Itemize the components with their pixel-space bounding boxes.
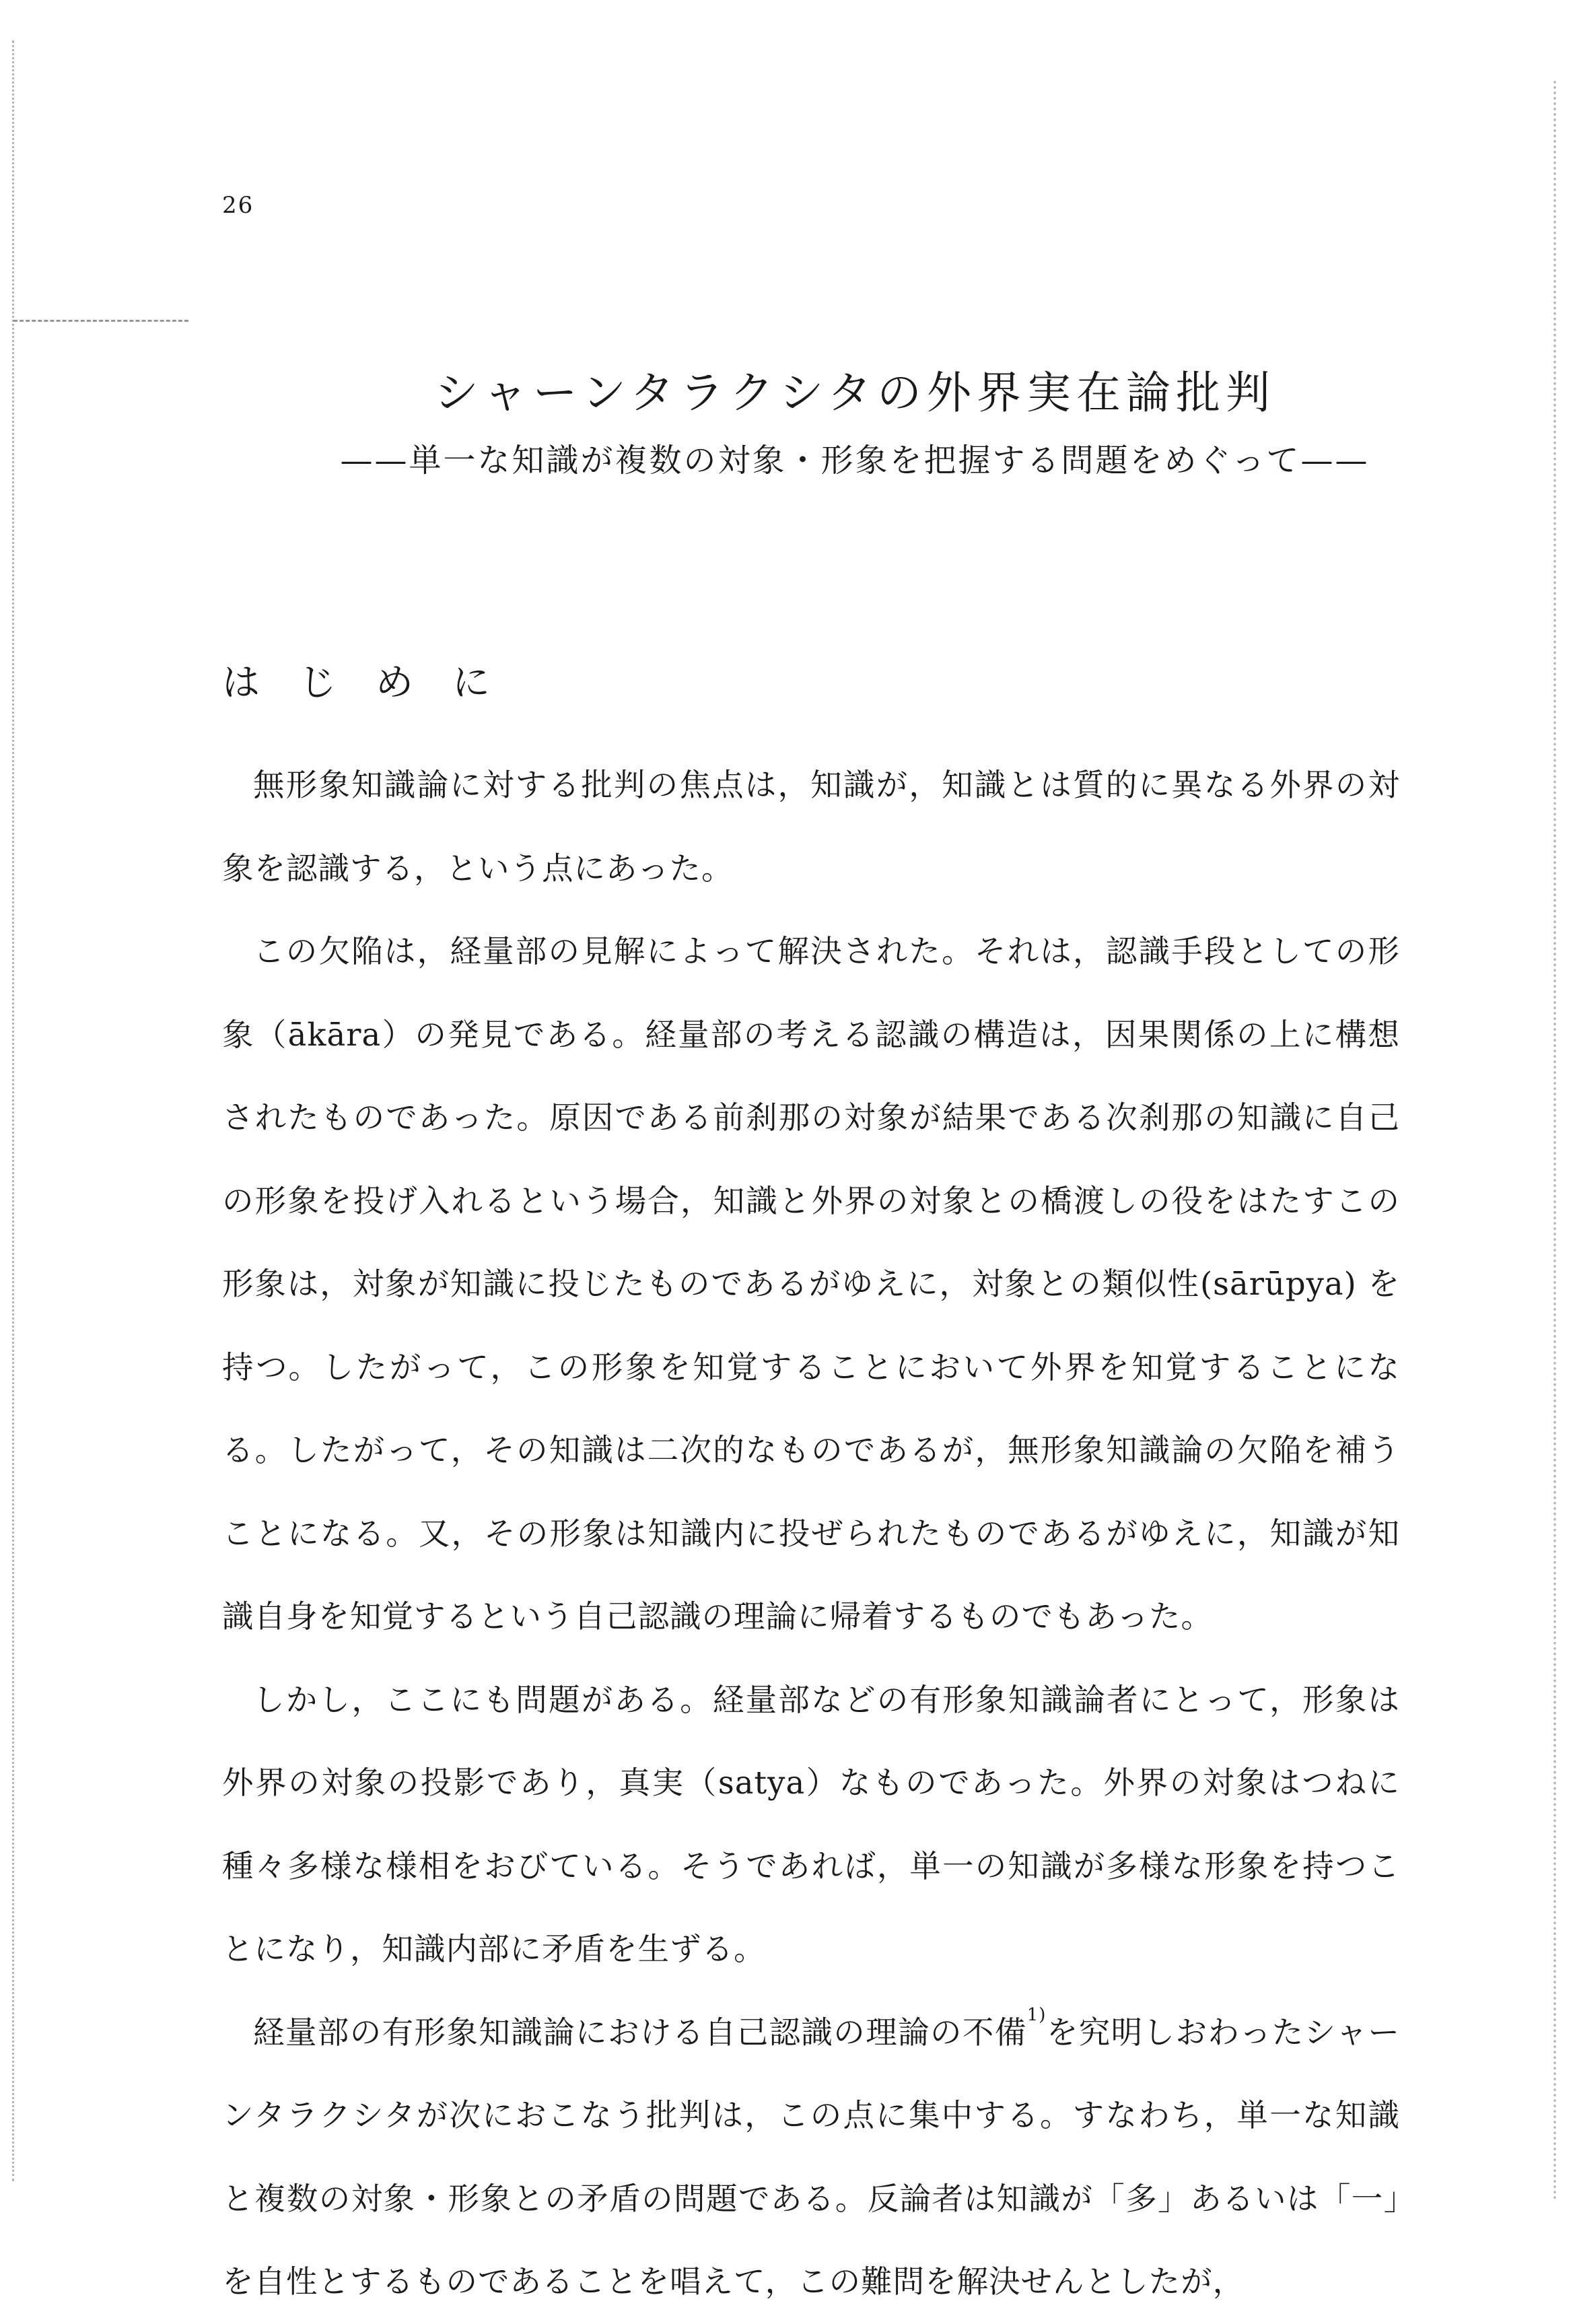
body-text (222, 744, 1400, 2324)
page-number: 26 (222, 192, 254, 219)
paragraph-text: を究明しおわったシャーンタラクシタが次におこなう批判は，この点に集中する。すなわち，単一な知識と複数の対象・形象との矛盾の問題である。反論者は知識が「多」あるいは「一」を自性とするものであることを唱えて，この難問を解決せんとしたが， (222, 2014, 1401, 2300)
paragraph-text: 経量部の有形象知識論における自己認識の理論の不備 (253, 2014, 1027, 2051)
paragraph: 無形象知識論に対する批判の焦点は，知識が，知識とは質的に異なる外界の対象を認識する，という点にあった。 (222, 767, 1400, 887)
paragraph (222, 1991, 1400, 2324)
section-heading: はじめに (222, 661, 529, 705)
article-title: シャーンタラクシタの外界実在論批判 (433, 367, 1276, 419)
footnote-mark: 1) (1026, 2004, 1047, 2025)
header-rule (13, 320, 188, 322)
paragraph: この欠陥は，経量部の見解によって解決された。それは，認識手段としての形象（ākāra）の発見である。経量部の考える認識の構造は，因果関係の上に構想されたものであった。原因である前刹那の対象が結果である次刹那の知識に自己の形象を投げ入れるという場合，知識と外界の対象との橋渡しの役をはたすこの形象は，対象が知識に投じたものであるがゆえに，対象との類似性(sārūpya) を持つ。したがって，この形象を知覚することにおいて外界を知覚することになる。したがって，その知識は二次的なものであるが，無形象知識論の欠陥を補うことになる。又，その形象は知識内に投ぜられたものであるがゆえに，知識が知識自身を知覚するという自己認識の理論に帰着するものでもあった。 (222, 933, 1400, 1635)
article-subtitle: ——単一な知識が複数の対象・形象を把握する問題をめぐって—— (340, 442, 1370, 479)
paragraph: しかし，ここにも問題がある。経量部などの有形象知識論者にとって，形象は外界の対象の投影であり，真実（satya）なものであった。外界の対象はつねに種々多様な様相をおびている。そうであれば，単一の知識が多様な形象を持つことになり，知識内部に矛盾を生ずる。 (222, 1681, 1400, 1967)
